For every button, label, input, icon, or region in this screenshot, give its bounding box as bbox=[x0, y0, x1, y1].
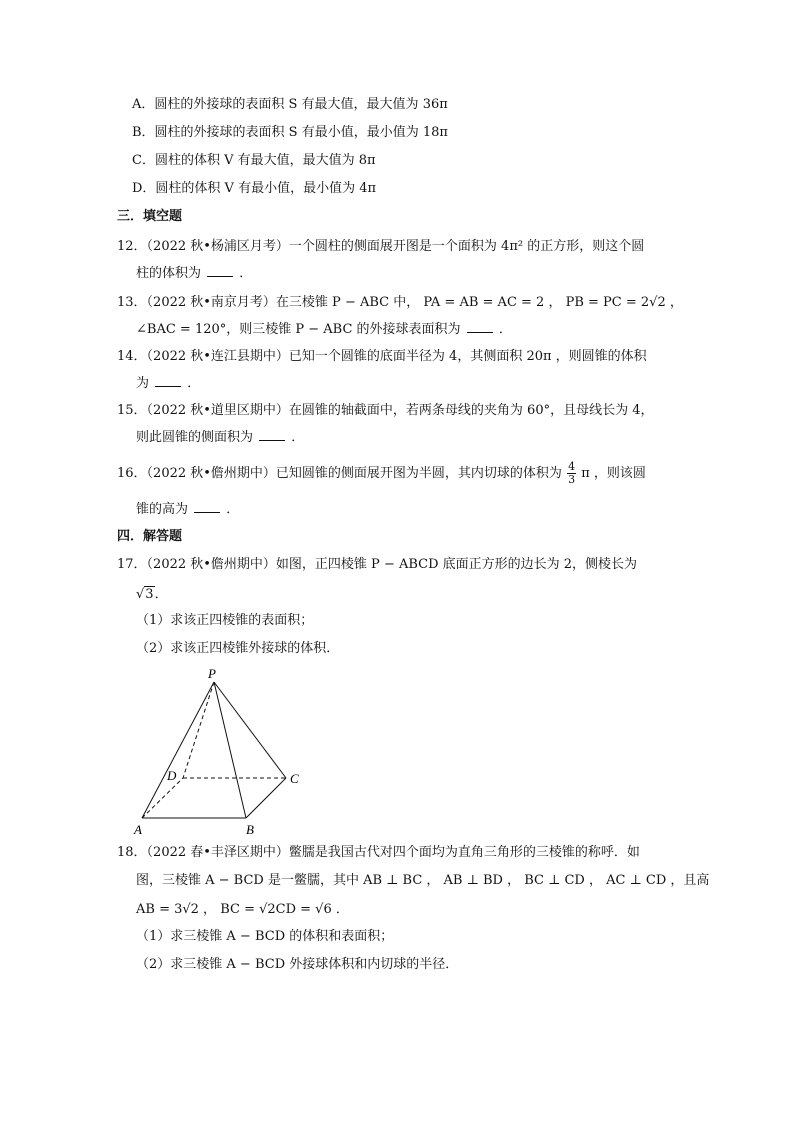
q17-period: ． bbox=[154, 587, 168, 602]
q16-period: ． bbox=[226, 502, 240, 517]
q17-part1: （1）求该正四棱锥的表面积； bbox=[136, 613, 314, 628]
label-a: A bbox=[134, 822, 142, 837]
q16-fraction-numerator: 4 bbox=[568, 460, 576, 473]
q14-answer-blank bbox=[155, 374, 181, 387]
q15-line2 bbox=[136, 428, 304, 447]
q13-line1: 13．（2022 秋•南京月考）在三棱锥 P − ABC 中， PA = AB = AC = 2 ， PB = PC = 2√2 ， bbox=[117, 295, 683, 310]
edge-ad-hidden bbox=[142, 778, 183, 818]
q16-line2 bbox=[136, 500, 239, 519]
q18-part2: （2）求三棱锥 A − BCD 外接球体积和内切球的半径． bbox=[136, 957, 459, 972]
label-d: D bbox=[167, 768, 177, 783]
q13-text: ∠BAC = 120°，则三棱锥 P − ABC 的外接球表面积为 bbox=[136, 322, 461, 337]
q17-line1: 17．（2022 秋•儋州期中）如图，正四棱锥 P − ABCD 底面正方形的边长为 2，侧棱长为 bbox=[117, 557, 638, 572]
option-c: C．圆柱的体积 V 有最大值，最大值为 8π bbox=[132, 153, 376, 168]
edge-pd-hidden bbox=[183, 682, 214, 778]
q16-text-end: π ，则该圆 bbox=[581, 466, 646, 481]
pyramid-figure bbox=[128, 666, 328, 838]
section-solutions-heading: 四．解答题 bbox=[117, 529, 183, 544]
q13-answer-blank bbox=[467, 320, 493, 333]
q15-text: 则此圆锥的侧面积为 bbox=[136, 430, 254, 445]
option-d: D．圆柱的体积 V 有最小值，最小值为 4π bbox=[132, 181, 377, 196]
q12-line2 bbox=[136, 264, 252, 283]
q12-line1: 12．（2022 秋•杨浦区月考）一个圆柱的侧面展开图是一个面积为 4π² 的正方形，则这个圆 bbox=[117, 239, 645, 254]
q17-line2 bbox=[136, 586, 168, 604]
q18-line3: AB = 3√2 ， BC = √2CD = √6 ． bbox=[136, 902, 349, 917]
label-p: P bbox=[208, 666, 216, 681]
sqrt-symbol: √ bbox=[136, 587, 145, 602]
q16-answer-blank bbox=[194, 500, 220, 513]
section-fill-in-heading: 三．填空题 bbox=[117, 209, 183, 224]
q16-text-start: 16．（2022 秋•儋州期中）已知圆锥的侧面展开图为半圆，其内切球的体积为 bbox=[117, 466, 562, 481]
edge-pa bbox=[142, 682, 214, 818]
q18-part1: （1）求三棱锥 A − BCD 的体积和表面积； bbox=[136, 929, 394, 944]
q16-fraction-denominator: 3 bbox=[568, 473, 576, 486]
q12-text: 柱的体积为 bbox=[136, 266, 202, 281]
q17-part2: （2）求该正四棱锥外接球的体积． bbox=[136, 641, 340, 656]
q16-fraction bbox=[567, 461, 576, 486]
q14-period: ． bbox=[187, 376, 201, 391]
q16-line1 bbox=[117, 461, 646, 486]
option-b: B．圆柱的外接球的表面积 S 有最小值，最小值为 18π bbox=[132, 125, 448, 140]
q16-text: 锥的高为 bbox=[136, 502, 189, 517]
edge-bc bbox=[246, 778, 286, 818]
q12-answer-blank bbox=[207, 264, 233, 277]
q12-period: ． bbox=[239, 266, 253, 281]
q14-line2 bbox=[136, 374, 200, 393]
q17-sqrt-value: 3 bbox=[145, 587, 154, 602]
option-a: A．圆柱的外接球的表面积 S 有最大值，最大值为 36π bbox=[132, 97, 448, 112]
q15-line1: 15．（2022 秋•道里区期中）在圆锥的轴截面中，若两条母线的夹角为 60°，且母线长为 4， bbox=[117, 403, 654, 418]
q15-period: ． bbox=[291, 430, 305, 445]
edge-pb bbox=[214, 682, 246, 818]
q13-line2 bbox=[136, 320, 512, 339]
q14-line1: 14．（2022 秋•连江县期中）已知一个圆锥的底面半径为 4，其侧面积 20π ，则圆锥的体积 bbox=[117, 349, 647, 364]
q14-text: 为 bbox=[136, 376, 150, 391]
q18-line1: 18．（2022 春•丰泽区期中）鳖臑是我国古代对四个面均为直角三角形的三棱锥的称呼．如 bbox=[117, 845, 640, 860]
label-b: B bbox=[246, 822, 254, 837]
q15-answer-blank bbox=[259, 428, 285, 441]
q18-line2: 图，三棱锥 A − BCD 是一鳖臑，其中 AB ⊥ BC ， AB ⊥ BD ， BC ⊥ CD ， AC ⊥ CD ，且高 bbox=[136, 873, 710, 888]
q13-period: ． bbox=[498, 322, 512, 337]
label-c: C bbox=[290, 771, 299, 786]
